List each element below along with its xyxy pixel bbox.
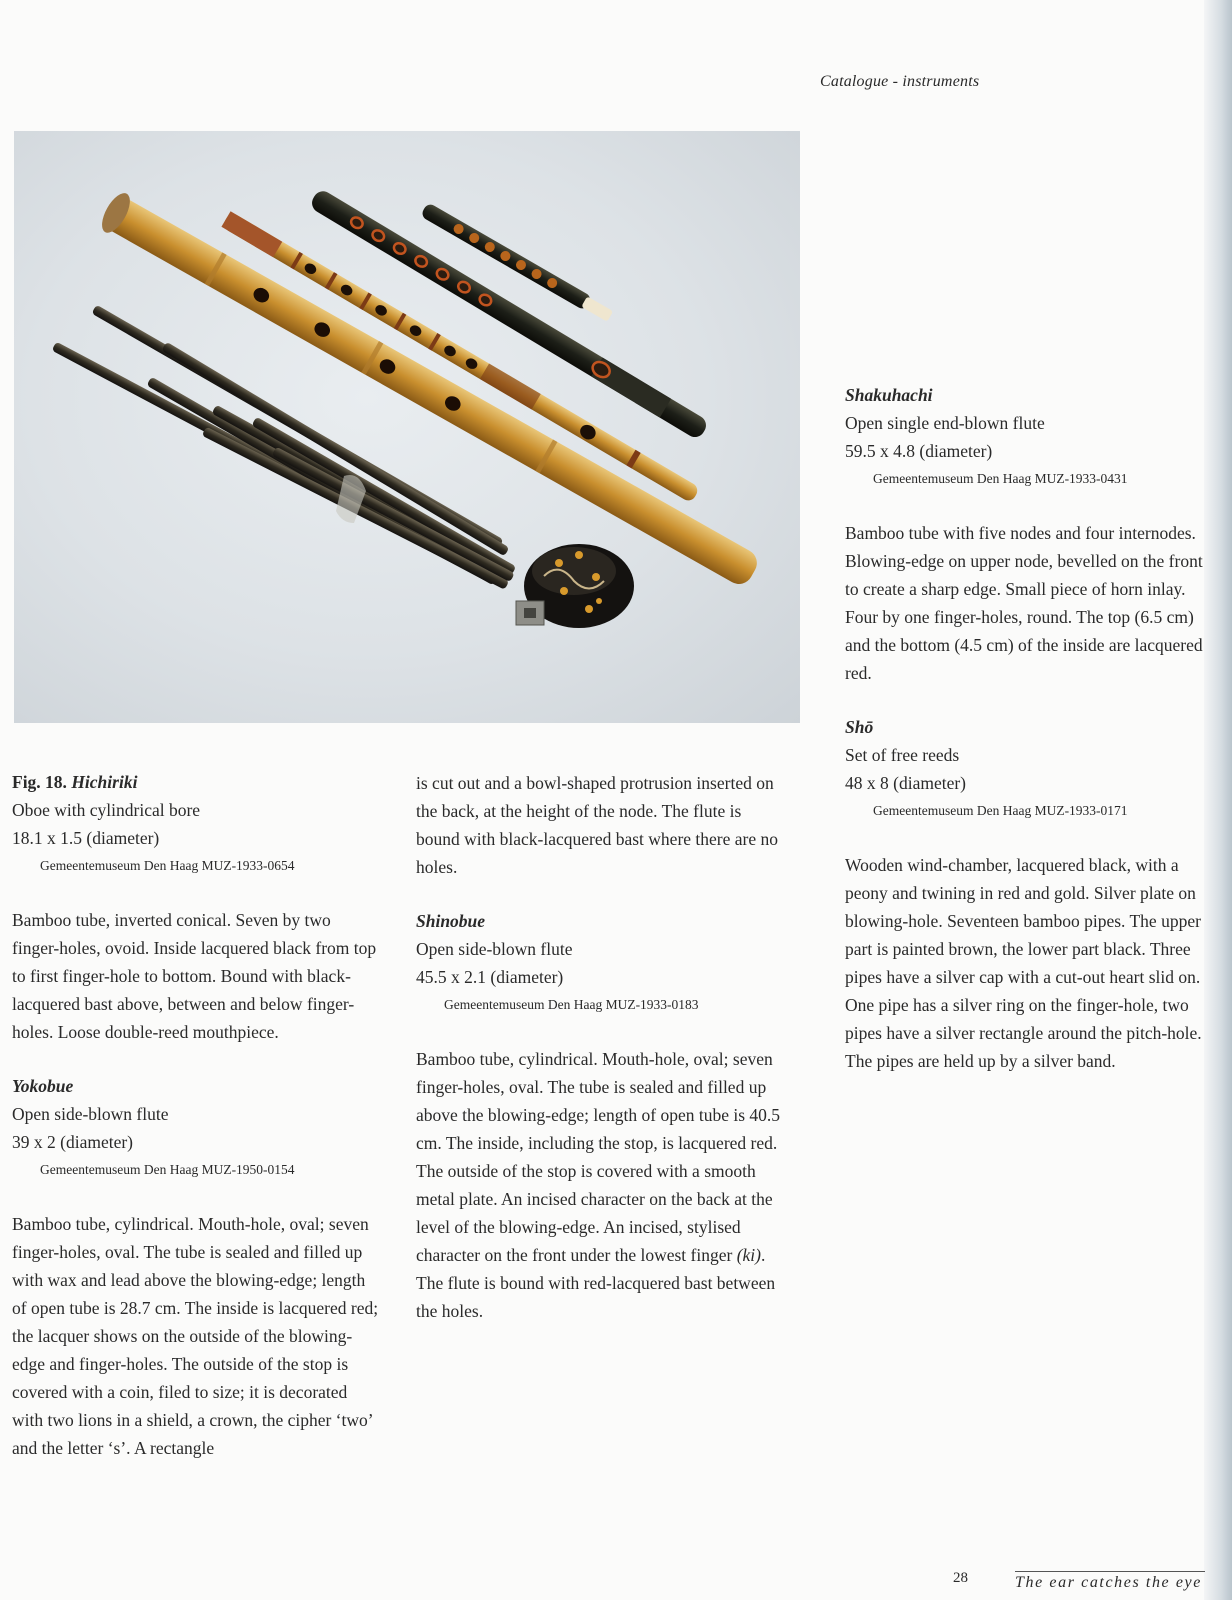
sho-dimensions: 48 x 8 (diameter): [845, 773, 966, 793]
page-number: 28: [953, 1570, 968, 1586]
yokobue-dimensions: 39 x 2 (diameter): [12, 1132, 133, 1152]
shinobue-dimensions: 45.5 x 2.1 (diameter): [416, 967, 564, 987]
sho-description: Set of free reeds: [845, 745, 960, 765]
sho-museum: Gemeentemuseum Den Haag MUZ-1933-0171: [873, 803, 1128, 818]
yokobue-text-continued: is cut out and a bowl-shaped protrusion inserted on the back, at the height of the node. The flute is bound with black-lacquered bast where there are no holes.: [416, 773, 778, 877]
footer-rule: [1015, 1571, 1205, 1572]
shinobue-title: Shinobue: [416, 911, 486, 931]
yokobue-text: Bamboo tube, cylindrical. Mouth-hole, oval; seven finger-holes, oval. The tube is sealed and filled up with wax and lead above the blowing-edge; length of open tube is 28.7 cm. The inside is lacquered red; the lacquer shows on the outside of the blowing-edge and finger-holes. The outside of the stop is covered with a coin, filed to size; it is decorated with two lions in a shield, a crown, the cipher ‘two’ and the letter ‘s’. A rectangle: [12, 1214, 379, 1458]
yokobue-title: Yokobue: [12, 1076, 74, 1096]
figure-museum: Gemeentemuseum Den Haag MUZ-1933-0654: [40, 858, 295, 873]
shinobue-text: Bamboo tube, cylindrical. Mouth-hole, oval; seven finger-holes, oval. The tube is sealed and filled up above the blowing-edge; length of open tube is 40.5 cm. The inside, including the stop, is lacquered red. The outside of the stop is covered with a smooth metal plate. An incised character on the back at the level of the blowing-edge. An incised, stylised character on the front under the lowest finger (ki). The flute is bound with red-lacquered bast between the holes.: [416, 1049, 781, 1321]
sho-text: Wooden wind-chamber, lacquered black, with a peony and twining in red and gold. Silver plate on blowing-hole. Seventeen bamboo pipes. The upper part is painted brown, the lower part black. Three pipes have a silver cap with a cut-out heart slid on. One pipe has a silver ring on the finger-hole, two pipes have a silver rectangle around the pitch-hole. The pipes are held up by a silver band.: [845, 855, 1202, 1071]
yokobue-museum: Gemeentemuseum Den Haag MUZ-1950-0154: [40, 1162, 295, 1177]
figure-dimensions: 18.1 x 1.5 (diameter): [12, 828, 160, 848]
figure-text: Bamboo tube, inverted conical. Seven by two finger-holes, ovoid. Inside lacquered black from top to first finger-hole to bottom. Bound with black-lacquered bast above, between and below finger-holes. Loose double-reed mouthpiece.: [12, 910, 377, 1042]
column-left: [12, 768, 382, 1462]
shakuhachi-museum: Gemeentemuseum Den Haag MUZ-1933-0431: [873, 471, 1128, 486]
hichiriki-image: [420, 202, 614, 323]
shakuhachi-title: Shakuhachi: [845, 385, 933, 405]
figure-caption-title: Fig. 18. Hichiriki: [12, 772, 138, 792]
sho-title: Shō: [845, 717, 874, 737]
shakuhachi-dimensions: 59.5 x 4.8 (diameter): [845, 441, 993, 461]
figure-description: Oboe with cylindrical bore: [12, 800, 201, 820]
shakuhachi-description: Open single end-blown flute: [845, 413, 1045, 433]
shinobue-description: Open side-blown flute: [416, 939, 573, 959]
instruments-illustration: [14, 131, 800, 723]
shakuhachi-text: Bamboo tube with five nodes and four internodes. Blowing-edge on upper node, bevelled on the front to create a sharp edge. Small piece of horn inlay. Four by one finger-holes, round. The top (6.5 cm) and the bottom (4.5 cm) of the inside are lacquered red.: [845, 523, 1203, 683]
column-middle: [416, 769, 786, 1325]
yokobue-description: Open side-blown flute: [12, 1104, 169, 1124]
instruments-photo: [14, 131, 800, 723]
yokobue-image: [308, 188, 709, 441]
running-head: Catalogue - instruments: [820, 73, 980, 90]
shinobue-museum: Gemeentemuseum Den Haag MUZ-1933-0183: [444, 997, 699, 1012]
column-right: [845, 381, 1210, 1075]
book-title: The ear catches the eye: [1015, 1574, 1202, 1591]
